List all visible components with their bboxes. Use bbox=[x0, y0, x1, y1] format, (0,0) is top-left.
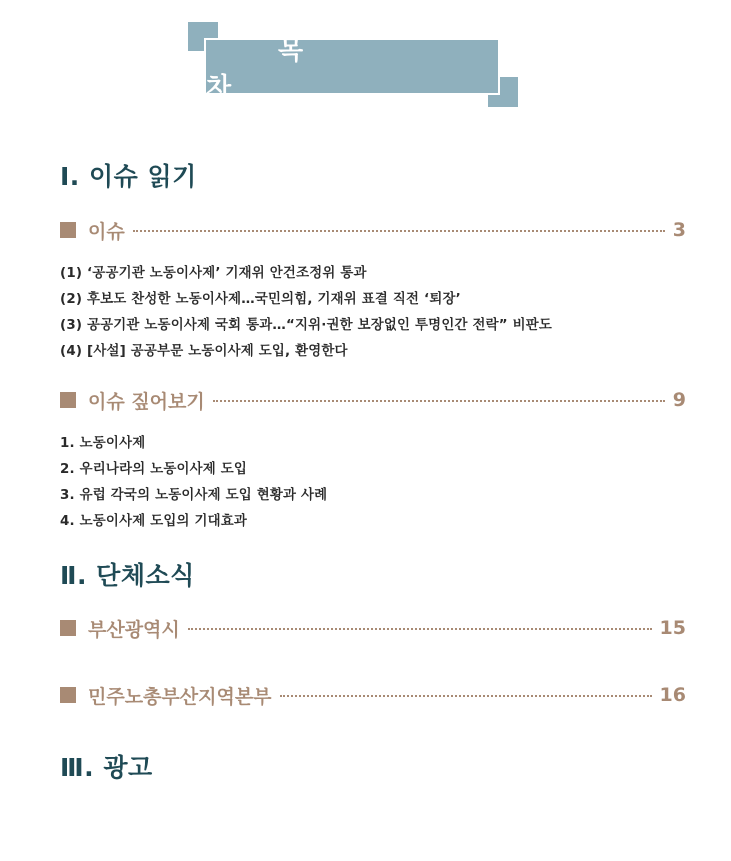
toc-page-number: 15 bbox=[659, 617, 686, 639]
list-item: (2) 후보도 찬성한 노동이사제…국민의힘, 기재위 표결 직전 ‘퇴장’ bbox=[60, 292, 461, 307]
list-item: 1. 노동이사제 bbox=[60, 436, 146, 451]
toc-page-number: 3 bbox=[672, 219, 686, 241]
list-item: 3. 유럽 각국의 노동이사제 도입 현황과 사례 bbox=[60, 488, 328, 503]
toc-entry-label: 이슈 bbox=[88, 220, 125, 243]
issue-article-list bbox=[60, 261, 552, 365]
list-item: 4. 노동이사제 도입의 기대효과 bbox=[60, 514, 248, 529]
square-bullet-icon bbox=[60, 620, 76, 636]
list-item: 2. 우리나라의 노동이사제 도입 bbox=[60, 462, 248, 477]
square-bullet-icon bbox=[60, 392, 76, 408]
toc-entry-kctu-busan[interactable] bbox=[60, 682, 686, 708]
square-bullet-icon bbox=[60, 687, 76, 703]
section-heading-2: Ⅱ. 단체소식 bbox=[60, 561, 195, 590]
toc-entry-label: 민주노총부산지역본부 bbox=[88, 685, 272, 708]
toc-entry-issue[interactable] bbox=[60, 217, 686, 243]
toc-entry-busan-city[interactable] bbox=[60, 615, 686, 641]
dotted-leader bbox=[133, 230, 665, 232]
list-item: (3) 공공기관 노동이사제 국회 통과…“지위·권한 보장없인 투명인간 전락” 비판도 bbox=[60, 318, 552, 333]
section-heading-3: Ⅲ. 광고 bbox=[60, 753, 153, 782]
list-item: (4) [사설] 공공부문 노동이사제 도입, 환영한다 bbox=[60, 344, 348, 359]
dotted-leader bbox=[213, 400, 665, 402]
issue-review-list bbox=[60, 431, 327, 535]
list-item: (1) ‘공공기관 노동이사제’ 기재위 안건조정위 통과 bbox=[60, 266, 367, 281]
dotted-leader bbox=[280, 695, 652, 697]
section-heading-1: Ⅰ. 이슈 읽기 bbox=[60, 162, 197, 191]
toc-entry-issue-review[interactable] bbox=[60, 387, 686, 413]
dotted-leader bbox=[188, 628, 652, 630]
toc-page-number: 16 bbox=[659, 684, 686, 706]
page-title: 목 차 bbox=[204, 38, 500, 95]
square-bullet-icon bbox=[60, 222, 76, 238]
toc-entry-label: 이슈 짚어보기 bbox=[88, 390, 205, 413]
toc-page-number: 9 bbox=[672, 389, 686, 411]
toc-entry-label: 부산광역시 bbox=[88, 618, 180, 641]
